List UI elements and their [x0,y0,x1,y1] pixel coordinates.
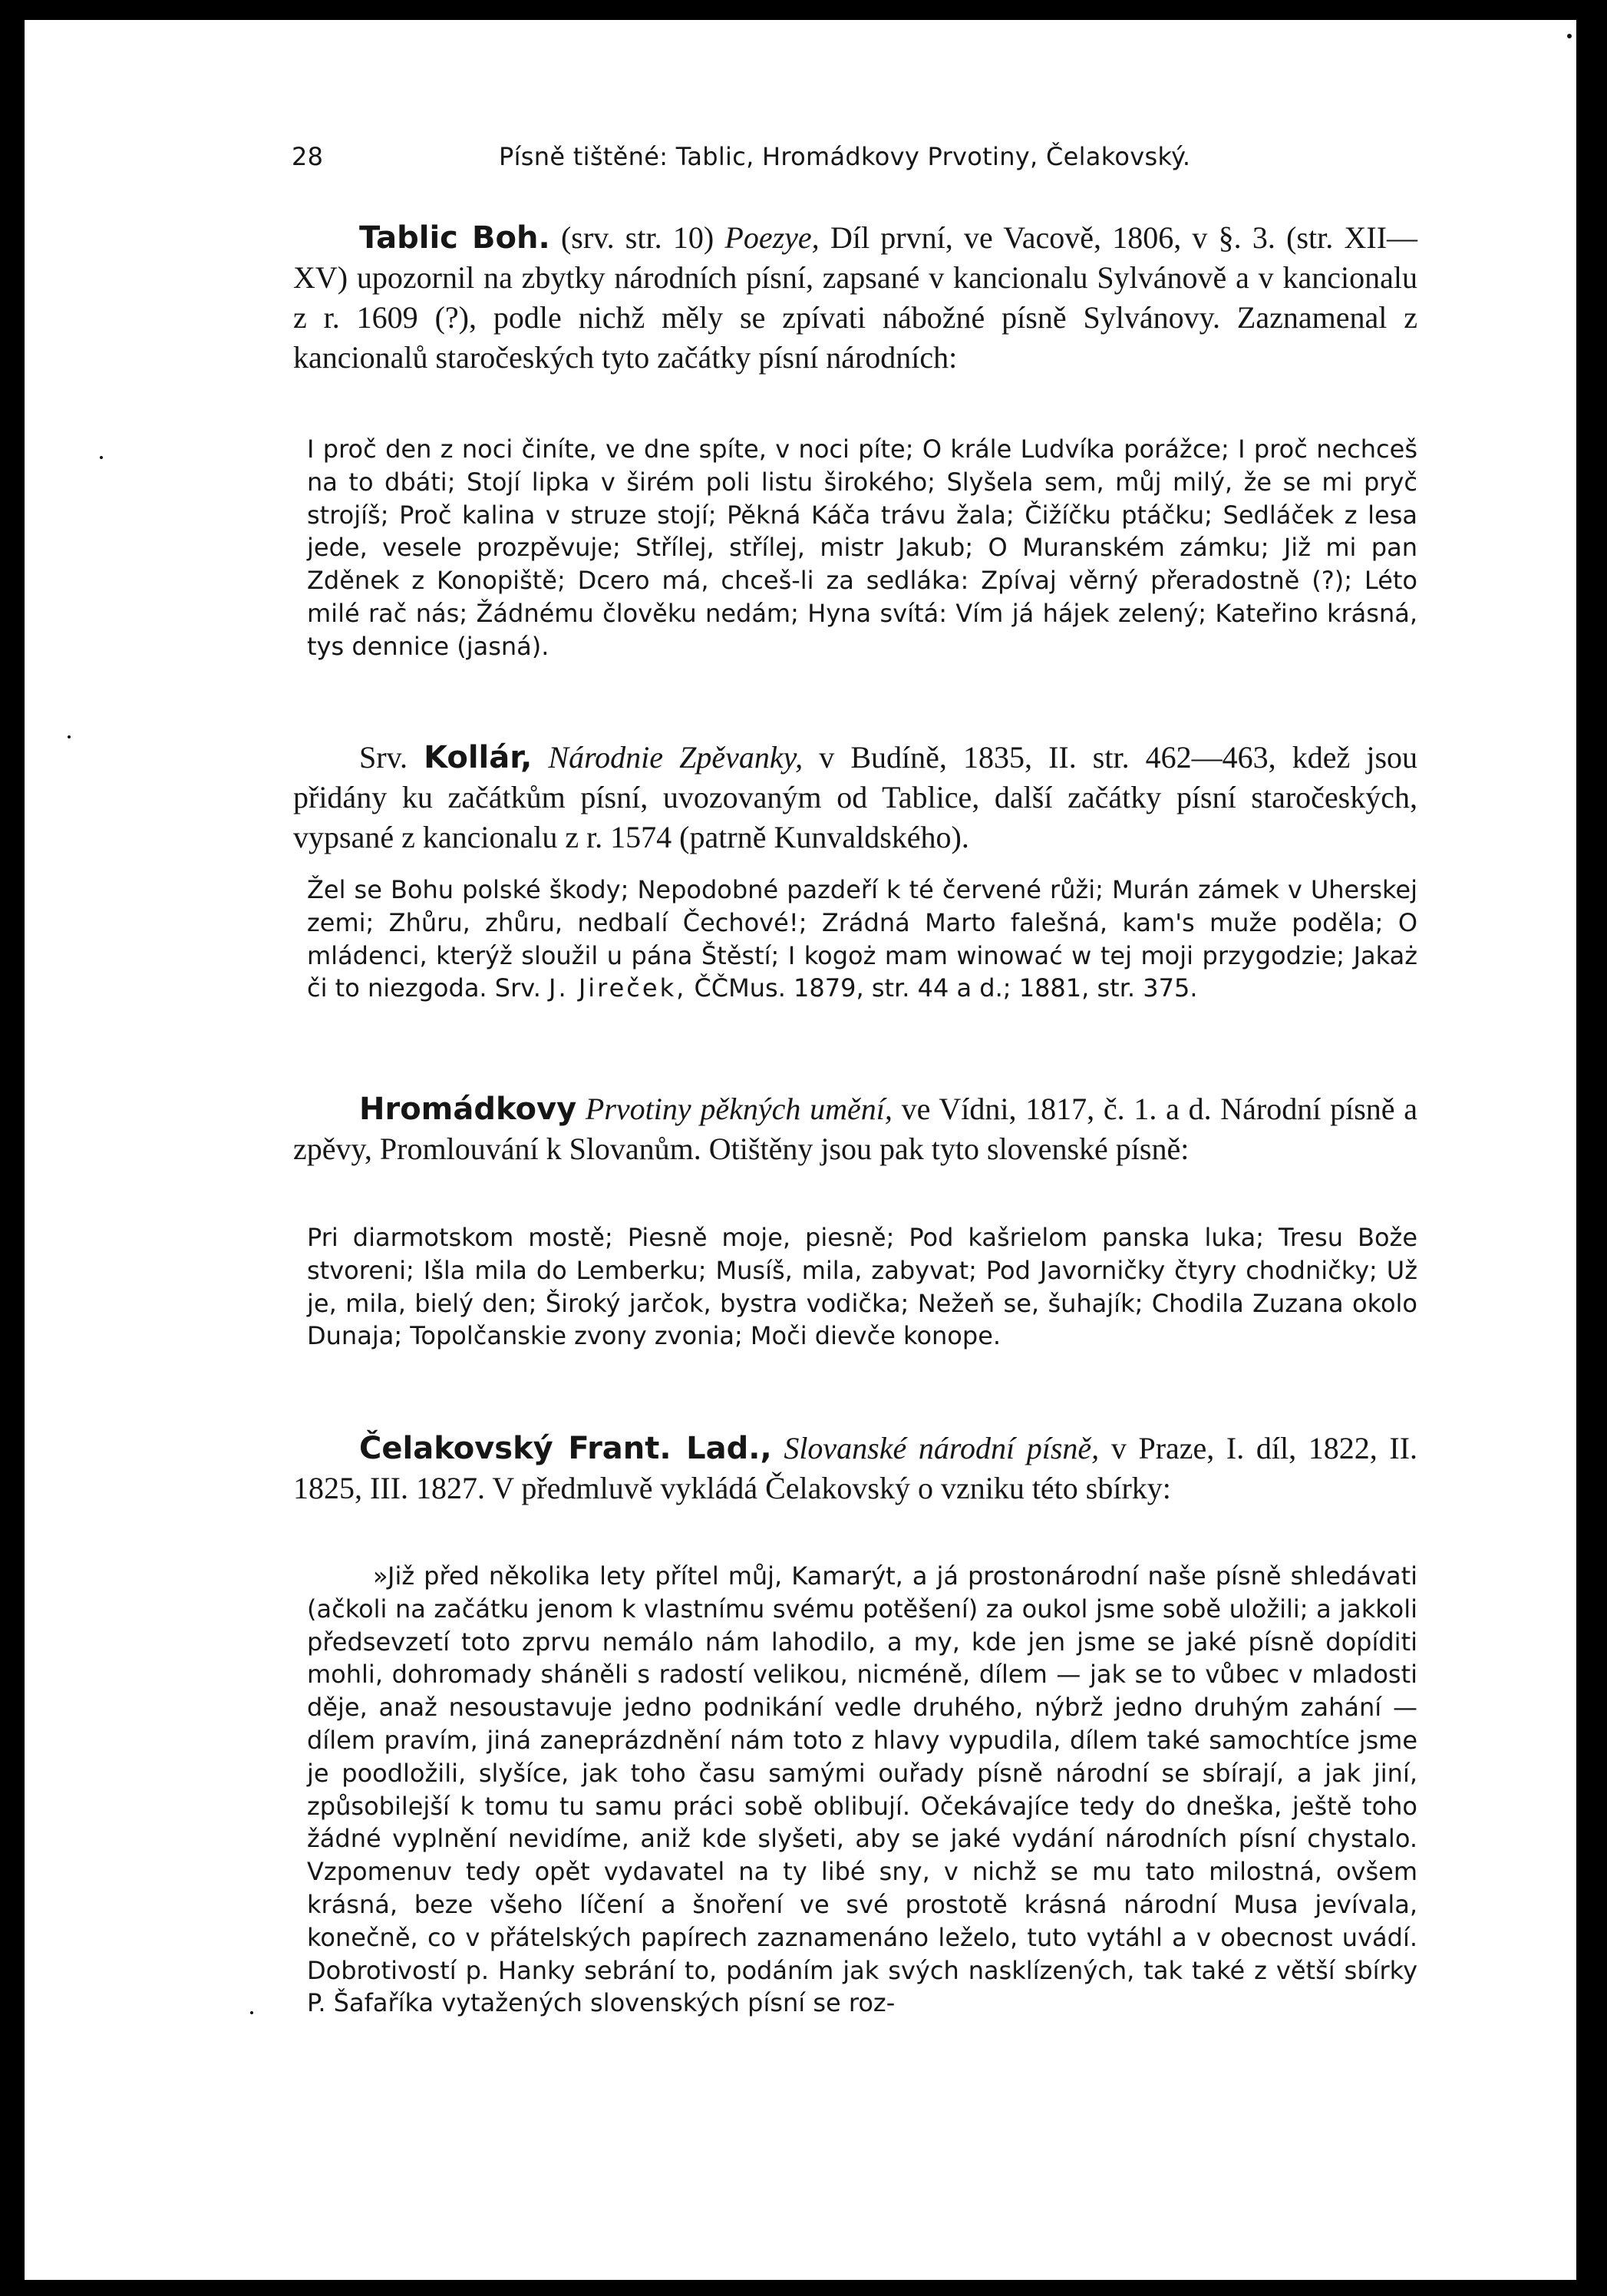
scan-speck [100,456,103,459]
scan-speck [68,735,71,738]
song-list-text: Žel se Bohu polské škody; Nepodobné pazdeří k té červené růži; Murán zámek v Uherskej zemi; Zhůru, zhůru, nedbalí Čechové!; Zrádná Marto falešná, kam's muže poděla; O mládenci, kterýž sloužil u pána Štěstí; I kogoż mam winować w tej moji przygodzie; Jakaż či to niezgoda. Srv. [307,875,1417,1003]
paragraph-text: v Praze, I. díl, 1822, II. 1825, III. 1827. V předmluvě vykládá Čelakovský o vzniku této sbírky: [293,1431,1418,1505]
song-list-text: I proč den z noci činíte, ve dne spíte, v noci píte; O krále Ludvíka porážce; I proč nechceš na to dbáti; Stojí lipka v širém poli listu širokého; Slyšela sem, můj milý, že se mi pryč strojíš; Proč kalina v struze stojí; Pěkná Káča trávu žala; Čižíčku ptáčku; Sedláček z lesa jede, vesele prozpěvuje; Střílej, střílej, mistr Jakub; O Muranském zámku; Již mi pan Zděnek z Konopiště; Dcero má, chceš-li za sedláka: Zpívaj věrný přeradostně (?); Léto milé rač nás; Žádnému člověku nedám; Hyna svítá: Vím já hájek zelený; Kateřino krásná, tys dennice (jasná). [307,434,1417,661]
author-name: Kollár, [424,740,533,775]
work-title: Prvotiny pěkných umění, [585,1092,893,1126]
author-name: Čelakovský Frant. Lad., [359,1431,772,1466]
reference: Srv. [359,740,408,775]
running-title: Písně tištěné: Tablic, Hromádkovy Prvotiny, Čelakovský. [499,142,1191,171]
paragraph-text: ve Vídni, 1817, č. 1. a d. Národní písně a zpěvy, Promlouvání k Slovanům. Otištěny jsou pak tyto slovenské písně: [293,1092,1418,1166]
hromadko-paragraph [293,1089,1417,1169]
page-number: 28 [292,142,324,171]
tablic-paragraph [293,218,1417,378]
reference: (srv. str. 10) [560,220,714,255]
tablic-song-list [307,433,1417,663]
work-title: Poezye, [724,220,820,255]
reference-author: J. Jireček, [549,973,687,1003]
work-title: Národnie Zpěvanky, [548,740,804,775]
book-page [25,20,1576,2280]
hromadko-song-list [307,1221,1417,1353]
reference-text: ČČMus. 1879, str. 44 a d.; 1881, str. 375. [694,973,1198,1003]
author-name: Hromádkovy [359,1092,577,1127]
song-list-text: Pri diarmotskom mostě; Piesně moje, piesně; Pod kašrielom panska luka; Tresu Bože stvoreni; Išla mila do Lemberku; Musíš, mila, zabyvat; Pod Javorničky čtyry chodničky; Už je, mila, bielý den; Široký jarčok, bystra vodička; Nežeň se, šuhajík; Chodila Zuzana okolo Dunaja; Topolčanskie zvony zvonia; Moči dievče konope. [307,1223,1417,1351]
celakovsky-paragraph [293,1429,1417,1508]
scan-speck [250,2011,253,2014]
quote-text: »Již před několika lety přítel můj, Kamarýt, a já prostonárodní naše písně shledávati (ačkoli na začátku jenom k vlastnímu svému potěšení) za oukol jsme sobě uložili; a jakkoli předsevzetí toto zprvu nemálo nám lahodilo, a my, kde jen jsme se jaké písně dopíditi mohli, dohromady sháněli s radostí velikou, nicméně, dílem — jak se to vůbec v mladosti děje, anaž nesoustavuje jedno podnikání vedle druhého, nýbrž jedno druhým zahání — dílem pravím, jiná zaneprázdnění nám toto z hlavy vypudila, dílem také samochtíce jsme je poodložili, slyšíce, jak toho času samými ouřady písně národní se sbírají, a jak jiní, způsobilejší k tomu tu samu práci sobě oblibují. Očekávajíce tedy do dneška, ještě toho žádné vyplnění nevidíme, aniž kde slyšeti, aby se jaké vydání národních písní chystalo. Vzpomenuv tedy opět vydavatel na ty libé sny, v nichž se mu tato milostná, ovšem krásná, beze všeho líčení a šnoření ve své prostotě krásná národní Musa jevívala, konečně, co v přátelských papírech zaznamenáno leželo, tuto vytáhl a v obecnost uvádí. Dobrotivostí p. Hanky sebrání to, podáním jak svých nasklízených, tak také z větší sbírky P. Šafaříka vytažených slovenských písní se roz- [307,1561,1417,2018]
work-title: Slovanské národní písně, [784,1431,1100,1465]
paragraph-text: Díl první, ve Vacově, 1806, v §. 3. (str. XII—XV) upozornil na zbytky národních písní, zapsané v kancionalu Sylvánově a v kancionalu z r. 1609 (?), podle nichž měly se zpívati nábožné písně Sylvánovy. Zaznamenal z kancionalů staročeských tyto začátky písní národních: [293,220,1418,375]
celakovsky-quote [307,1560,1417,2020]
kollar-paragraph [293,738,1417,857]
scan-speck [1567,34,1572,38]
paragraph-text: v Budíně, 1835, II. str. 462—463, kdež jsou přidány ku začátkům písní, uvozovaným od Tablice, další začátky písní staročeských, vypsané z kancionalu z r. 1574 (patrně Kunvaldského). [293,740,1418,854]
kollar-song-list [307,874,1417,1005]
author-name: Tablic Boh. [359,220,550,256]
